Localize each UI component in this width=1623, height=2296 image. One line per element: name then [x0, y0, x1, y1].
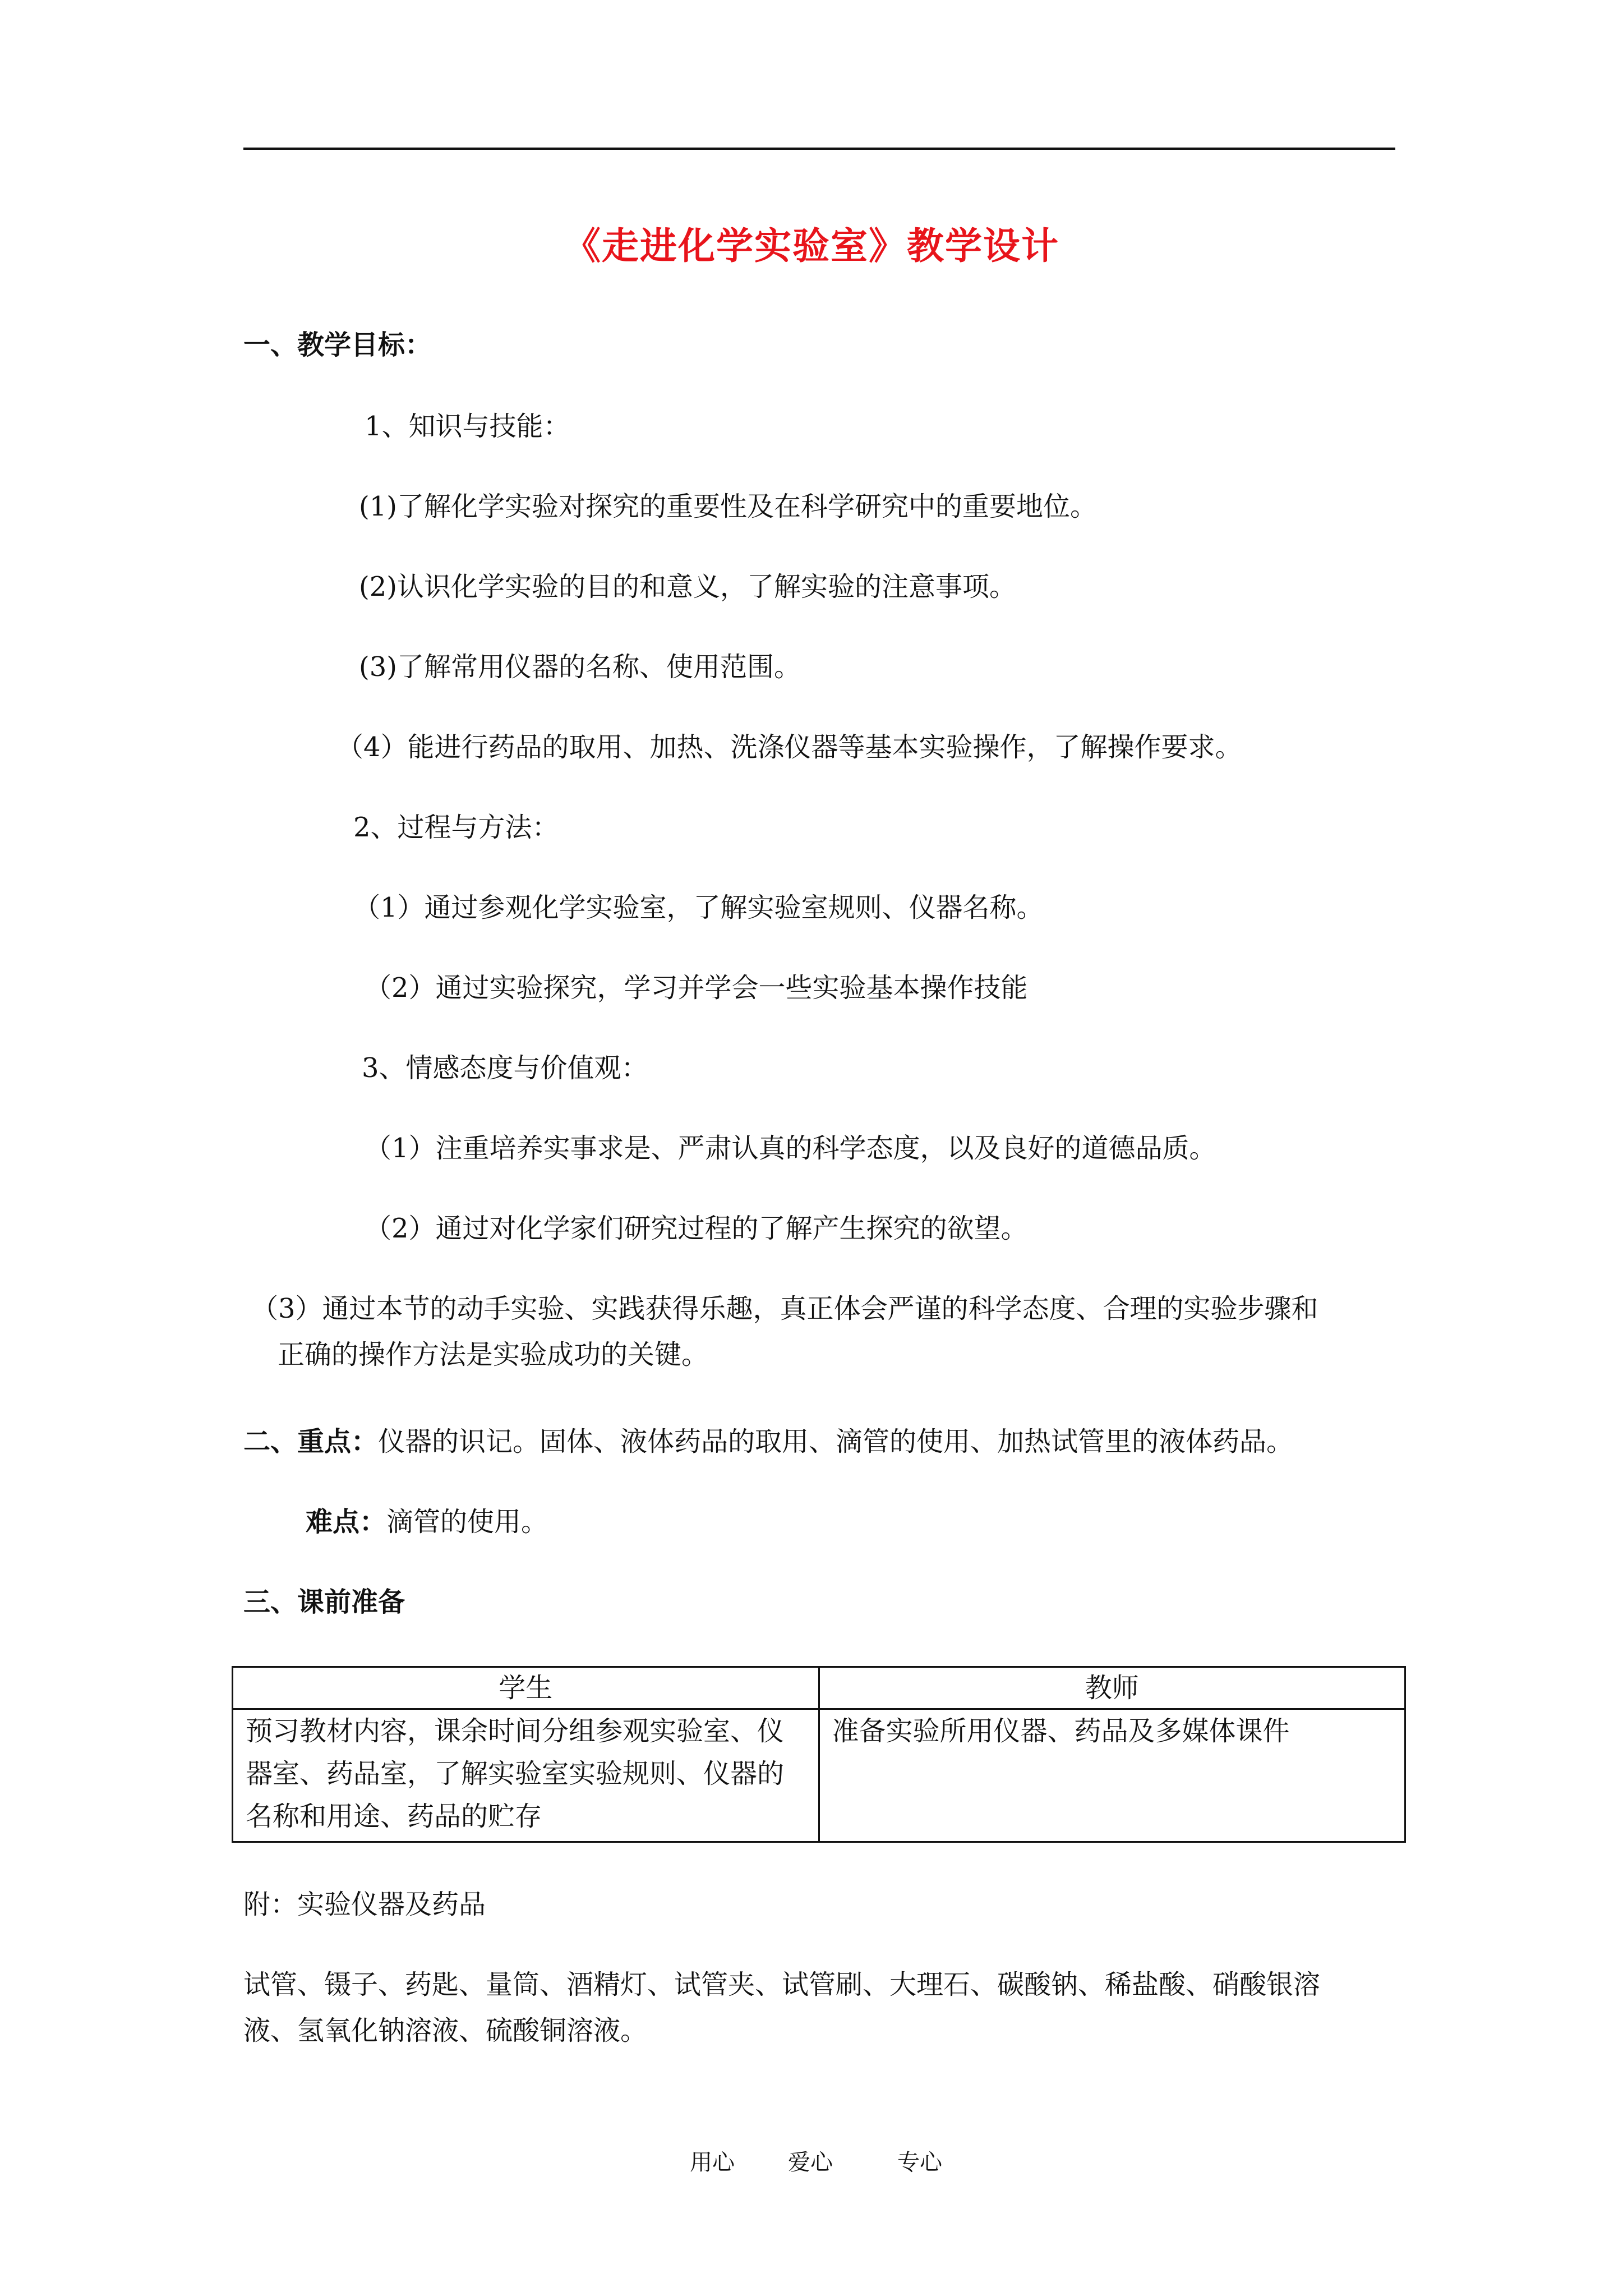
- preparation-table: [232, 1666, 1406, 1843]
- sub-2-item-1: （1）通过参观化学实验室，了解实验室规则、仪器名称。: [353, 892, 1044, 923]
- sub-2-item-2: （2）通过实验探究，学习并学会一些实验基本操作技能: [365, 972, 1028, 1004]
- header-rule: [243, 148, 1395, 150]
- key-points-label: 二、重点：: [243, 1426, 379, 1457]
- table-header-row: [233, 1667, 1405, 1709]
- sub-1-item-4: （4）能进行药品的取用、加热、洗涤仪器等基本实验操作，了解操作要求。: [336, 731, 1242, 763]
- table-header-teacher: 教师: [819, 1667, 1405, 1709]
- key-points-text: 仪器的识记。固体、液体药品的取用、滴管的使用、加热试管里的液体药品。: [378, 1426, 1294, 1457]
- sub-1-item-2: (2)认识化学实验的目的和意义，了解实验的注意事项。: [359, 571, 1016, 602]
- sub-3-item-1: （1）注重培养实事求是、严肃认真的科学态度，以及良好的道德品质。: [365, 1133, 1216, 1164]
- sub-2-heading: 2、过程与方法：: [353, 812, 559, 843]
- sub-3-item-3-line-2: 正确的操作方法是实验成功的关键。: [278, 1339, 709, 1370]
- sub-1-item-3: (3)了解常用仪器的名称、使用范围。: [359, 651, 801, 683]
- key-points: [243, 1425, 1293, 1458]
- appendix-line-2: 液、氢氧化钠溶液、硫酸铜溶液。: [243, 2015, 648, 2046]
- section-1-heading: 一、教学目标：: [243, 329, 432, 361]
- section-3-heading: 三、课前准备: [243, 1586, 405, 1618]
- sub-3-item-3-line-1: （3）通过本节的动手实验、实践获得乐趣，真正体会严谨的科学态度、合理的实验步骤和: [251, 1293, 1318, 1324]
- table-header-student: 学生: [233, 1667, 819, 1709]
- appendix-line-1: 试管、镊子、药匙、量筒、酒精灯、试管夹、试管刷、大理石、碳酸钠、稀盐酸、硝酸银溶: [243, 1969, 1321, 2000]
- sub-3-item-2: （2）通过对化学家们研究过程的了解产生探究的欲望。: [365, 1213, 1028, 1244]
- sub-3-heading: 3、情感态度与价值观：: [362, 1052, 648, 1084]
- table-cell-teacher: 准备实验所用仪器、药品及多媒体课件: [819, 1709, 1405, 1842]
- table-row: [233, 1709, 1405, 1842]
- sub-1-item-1: (1)了解化学实验对探究的重要性及在科学研究中的重要地位。: [359, 491, 1097, 522]
- difficulty-text: 滴管的使用。: [386, 1506, 548, 1538]
- footer-text-3: 专心: [897, 2150, 942, 2175]
- difficulty-label: 难点：: [306, 1506, 387, 1538]
- footer-text-2: 爱心: [788, 2150, 833, 2175]
- difficulty: [306, 1505, 548, 1539]
- sub-1-heading: 1、知识与技能：: [365, 411, 570, 442]
- table-cell-student: 预习教材内容，课余时间分组参观实验室、仪器室、药品室，了解实验室实验规则、仪器的名称和用途、药品的贮存: [233, 1709, 819, 1842]
- footer-text-1: 用心: [690, 2150, 735, 2175]
- document-title: 《走进化学实验室》教学设计: [564, 224, 1059, 268]
- appendix-heading: 附：实验仪器及药品: [243, 1889, 486, 1920]
